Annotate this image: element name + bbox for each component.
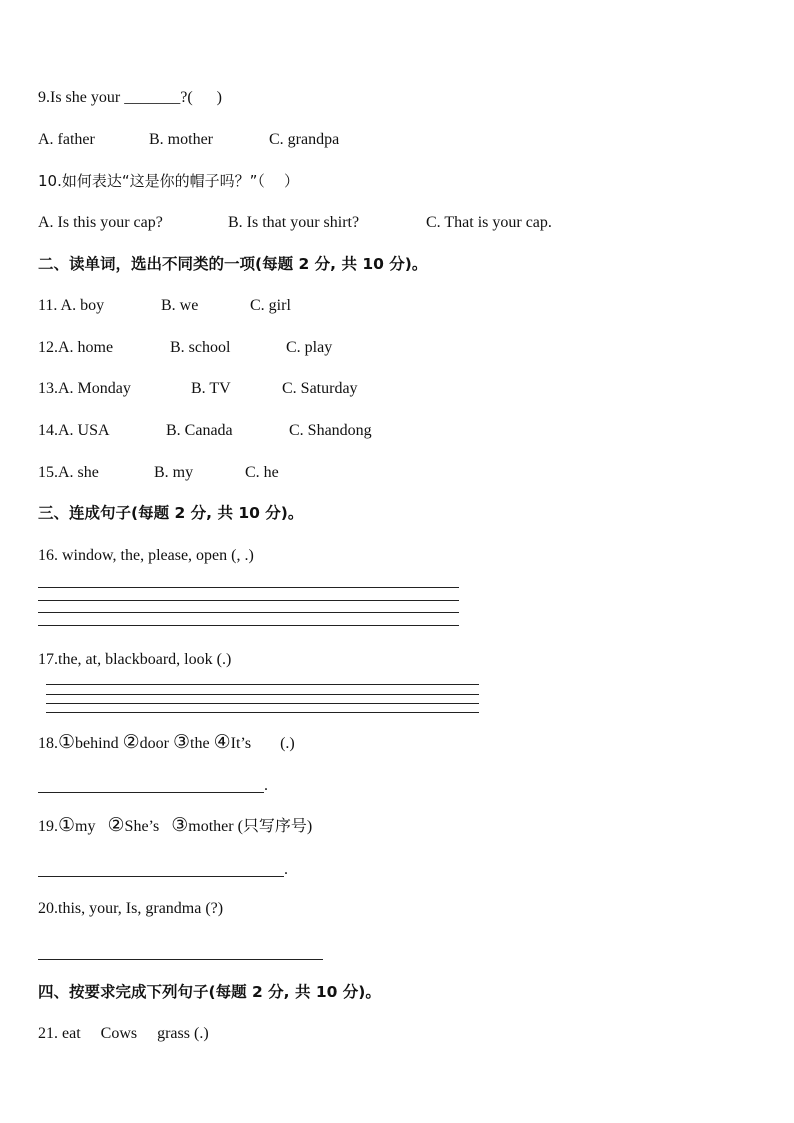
- q14-option-c[interactable]: C. Shandong: [289, 422, 372, 439]
- q17-writing-line-1[interactable]: [46, 684, 479, 685]
- q16-writing-line-2[interactable]: [38, 600, 459, 601]
- q12-option-a[interactable]: 12.A. home: [38, 339, 114, 356]
- q18-end-period: .: [264, 777, 268, 794]
- q16-writing-line-3[interactable]: [38, 612, 459, 613]
- q18-word-2: door: [139, 735, 173, 752]
- section-2-heading: 二、读单词，选出不同类的一项(每题 2 分, 共 10 分)。: [38, 255, 428, 273]
- q18-mark-4: ④: [213, 732, 231, 753]
- q19-end-period: .: [284, 861, 288, 878]
- q20-answer-line[interactable]: [38, 959, 323, 960]
- q10-option-b[interactable]: B. Is that your shirt?: [228, 214, 360, 231]
- q20-prompt: 20.this, your, Is, grandma (?): [38, 900, 224, 917]
- q12-option-b[interactable]: B. school: [170, 339, 231, 356]
- q13-option-c[interactable]: C. Saturday: [282, 380, 358, 397]
- q19-prompt: [38, 816, 312, 837]
- q13-option-a[interactable]: 13.A. Monday: [38, 380, 131, 397]
- q9-option-c[interactable]: C. grandpa: [269, 131, 340, 148]
- q18-answer-line[interactable]: [38, 792, 264, 793]
- q17-writing-line-2[interactable]: [46, 694, 479, 695]
- q18-mark-2: ②: [122, 732, 140, 753]
- q10-option-c[interactable]: C. That is your cap.: [426, 214, 552, 231]
- q18-number: 18.: [38, 735, 58, 752]
- q17-writing-line-3[interactable]: [46, 703, 479, 704]
- q13-option-b[interactable]: B. TV: [191, 380, 231, 397]
- q18-punctuation: (.): [280, 735, 295, 752]
- q19-mark-3: ③: [171, 815, 189, 836]
- q17-writing-line-4[interactable]: [46, 712, 479, 713]
- q18-prompt: [38, 733, 295, 754]
- q10-option-a[interactable]: A. Is this your cap?: [38, 214, 163, 231]
- q19-number: 19.: [38, 818, 58, 835]
- q16-writing-line-4[interactable]: [38, 625, 459, 626]
- q9-option-a[interactable]: A. father: [38, 131, 95, 148]
- q19-answer-line[interactable]: [38, 876, 284, 877]
- q14-option-a[interactable]: 14.A. USA: [38, 422, 110, 439]
- q11-option-a[interactable]: 11. A. boy: [38, 297, 105, 314]
- q15-option-b[interactable]: B. my: [154, 464, 194, 481]
- q9-option-b[interactable]: B. mother: [149, 131, 213, 148]
- q15-option-c[interactable]: C. he: [245, 464, 279, 481]
- q18-mark-3: ③: [172, 732, 191, 753]
- q19-mark-1: ①: [58, 815, 76, 836]
- q18-word-4: It’s: [230, 735, 252, 752]
- q12-option-c[interactable]: C. play: [286, 339, 333, 356]
- q11-option-c[interactable]: C. girl: [250, 297, 291, 314]
- section-4-heading: 四、按要求完成下列句子(每题 2 分, 共 10 分)。: [38, 983, 381, 1001]
- q19-word-2: She’s: [124, 818, 172, 835]
- q10-stem: 10.如何表达“这是你的帽子吗？”（ ）: [38, 172, 299, 190]
- q18-word-3: the: [190, 735, 214, 752]
- q9-stem: 9.Is she your _______?( ): [38, 89, 222, 106]
- q19-word-3: mother (只写序号): [188, 818, 313, 835]
- q11-option-b[interactable]: B. we: [161, 297, 199, 314]
- q19-mark-2: ②: [107, 815, 125, 836]
- q17-prompt: 17.the, at, blackboard, look (.): [38, 651, 232, 668]
- q18-word-1: behind: [75, 735, 123, 752]
- q16-prompt: 16. window, the, please, open (, .): [38, 547, 254, 564]
- q18-mark-1: ①: [58, 732, 76, 753]
- section-3-heading: 三、连成句子(每题 2 分, 共 10 分)。: [38, 504, 304, 522]
- q19-word-1: my: [75, 818, 108, 835]
- q15-option-a[interactable]: 15.A. she: [38, 464, 99, 481]
- q21-prompt: 21. eat Cows grass (.): [38, 1025, 209, 1042]
- q14-option-b[interactable]: B. Canada: [166, 422, 233, 439]
- q16-writing-line-1[interactable]: [38, 587, 459, 588]
